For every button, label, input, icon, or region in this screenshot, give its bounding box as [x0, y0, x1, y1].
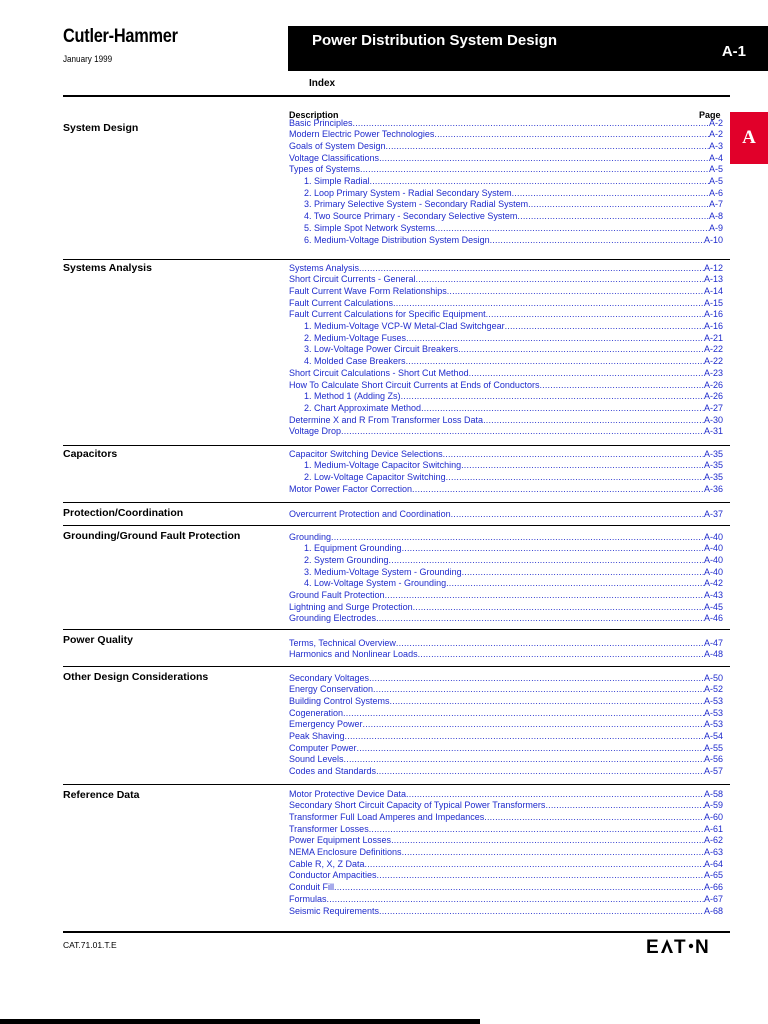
dot-leader — [418, 649, 704, 660]
toc-entry-title: Systems Analysis — [289, 262, 360, 273]
dot-leader — [379, 906, 704, 917]
toc-entry[interactable] — [289, 601, 723, 613]
toc-entry[interactable] — [289, 285, 723, 297]
toc-entry-title: Secondary Short Circuit Capacity of Typical Power Transformers — [289, 800, 546, 811]
toc-entry[interactable] — [304, 542, 723, 554]
dot-leader — [484, 812, 704, 823]
toc-entry-title: Grounding — [289, 531, 332, 542]
toc-entry-page: A-16 — [703, 309, 723, 320]
dot-leader — [343, 708, 704, 719]
toc-entry[interactable] — [304, 355, 723, 367]
toc-entry-title: Overcurrent Protection and Coordination — [289, 508, 451, 519]
section-label: Systems Analysis — [63, 262, 152, 274]
toc-entry-title: Short Circuit Calculations - Short Cut Method — [289, 367, 469, 378]
svg-text:N: N — [695, 937, 710, 958]
toc-entry-page: A-21 — [703, 332, 723, 343]
toc-entry-title: Transformer Losses — [289, 823, 369, 834]
dot-leader — [401, 391, 704, 402]
dot-leader — [434, 129, 709, 140]
page-number: A-1 — [721, 43, 746, 60]
dot-leader — [505, 321, 704, 332]
toc-entry-page: A-40 — [703, 554, 723, 565]
toc-entry-page: A-48 — [703, 649, 723, 660]
toc-entry-title: Voltage Classifications — [289, 152, 380, 163]
toc-entry-title: Motor Protective Device Data — [289, 788, 407, 799]
toc-entry-page: A-35 — [703, 448, 723, 459]
dot-leader — [363, 719, 704, 730]
section-divider — [63, 629, 730, 630]
dot-leader — [461, 460, 704, 471]
dot-leader — [360, 164, 709, 175]
toc-entry-title: Cogeneration — [289, 707, 344, 718]
toc-entry-title: Power Equipment Losses — [289, 835, 392, 846]
index-subtitle: Index — [309, 78, 336, 89]
toc-entry[interactable] — [289, 811, 723, 823]
dot-leader — [376, 766, 704, 777]
toc-entry-page: A-5 — [708, 164, 723, 175]
toc-entry-page: A-37 — [703, 508, 723, 519]
dot-leader — [512, 188, 709, 199]
toc-entry-page: A-30 — [703, 414, 723, 425]
toc-entry-title: 1. Medium-Voltage Capacitor Switching — [304, 460, 462, 471]
toc-entry-title: Lightning and Surge Protection — [289, 601, 413, 612]
toc-entry[interactable] — [304, 390, 723, 402]
toc-entry-title: Harmonics and Nonlinear Loads — [289, 649, 418, 660]
toc-entry-page: A-35 — [703, 471, 723, 482]
toc-entry[interactable] — [289, 823, 723, 835]
dot-leader — [451, 509, 704, 520]
toc-entry[interactable] — [289, 414, 723, 426]
dot-leader — [327, 894, 704, 905]
toc-entry-page: A-64 — [703, 858, 723, 869]
toc-entry-title: 5. Simple Spot Network Systems — [304, 222, 436, 233]
dot-leader — [402, 543, 704, 554]
section-tab[interactable]: A — [730, 112, 768, 164]
toc-entry-page: A-23 — [703, 367, 723, 378]
toc-entry[interactable] — [289, 695, 723, 707]
dot-leader — [331, 532, 704, 543]
dot-leader — [385, 590, 704, 601]
toc-entry[interactable] — [289, 753, 723, 765]
section-divider — [63, 784, 730, 785]
toc-entry[interactable] — [289, 448, 723, 460]
toc-entry-page: A-40 — [703, 566, 723, 577]
toc-entry-title: 1. Medium-Voltage VCP-W Metal-Clad Switchgear — [304, 321, 505, 331]
toc-entry-title: Seismic Requirements — [289, 905, 380, 916]
dot-leader — [341, 426, 704, 437]
toc-entry-title: Emergency Power — [289, 719, 363, 730]
dot-leader — [376, 613, 704, 624]
toc-entry-title: 1. Method 1 (Adding Zs) — [304, 391, 401, 402]
toc-entry[interactable] — [304, 566, 723, 578]
toc-entry-page: A-2 — [708, 117, 723, 128]
toc-entry[interactable] — [289, 117, 723, 129]
toc-entry[interactable] — [304, 577, 723, 589]
dot-leader — [369, 824, 704, 835]
dot-leader — [406, 356, 704, 367]
dot-leader — [379, 153, 709, 164]
dot-leader — [416, 274, 704, 285]
toc-entry[interactable] — [289, 297, 723, 309]
toc-entry-title: 1. Equipment Grounding — [304, 543, 402, 554]
page-column-header: Page — [699, 110, 721, 120]
dot-leader — [446, 578, 704, 589]
toc-entry-title: Formulas — [289, 893, 327, 904]
toc-entry-title: Modern Electric Power Technologies — [289, 129, 435, 140]
toc-entry-title: 4. Molded Case Breakers — [304, 356, 406, 367]
toc-entry-title: Basic Principles — [289, 117, 353, 128]
section-divider — [63, 525, 730, 526]
toc-entry-page: A-45 — [703, 601, 723, 612]
toc-entry-page: A-42 — [703, 578, 723, 589]
toc-entry-page: A-8 — [708, 211, 723, 222]
dot-leader — [539, 380, 704, 391]
toc-entry[interactable] — [304, 210, 723, 222]
toc-entry-page: A-36 — [703, 483, 723, 494]
toc-entry-page: A-59 — [703, 800, 723, 811]
toc-entry-title: Sound Levels — [289, 754, 344, 765]
toc-entry-title: Terms, Technical Overview — [289, 637, 396, 648]
dot-leader — [393, 298, 704, 309]
toc-entry[interactable] — [289, 683, 723, 695]
toc-entry-title: Voltage Drop — [289, 426, 342, 437]
toc-entry-page: A-67 — [703, 893, 723, 904]
section-divider — [63, 445, 730, 446]
dot-leader — [413, 602, 704, 613]
toc-entry-page: A-58 — [703, 788, 723, 799]
dot-leader — [486, 309, 704, 320]
toc-entry[interactable] — [304, 234, 723, 246]
toc-entry-title: Capacitor Switching Device Selections — [289, 448, 443, 459]
toc-entry[interactable] — [289, 262, 723, 274]
dot-leader — [402, 847, 704, 858]
section-label: Power Quality — [63, 634, 134, 646]
toc-entry-title: Types of Systems — [289, 164, 361, 175]
toc-entry-title: Fault Current Wave Form Relationships — [289, 285, 447, 296]
section-divider — [63, 666, 730, 667]
section-divider — [63, 502, 730, 503]
toc-entry-page: A-12 — [703, 262, 723, 273]
toc-entry[interactable] — [304, 471, 723, 483]
toc-entry[interactable] — [289, 379, 723, 391]
document-title: Power Distribution System Design — [312, 32, 558, 49]
toc-entry-page: A-16 — [703, 321, 723, 331]
toc-entry-title: 3. Low-Voltage Power Circuit Breakers — [304, 344, 459, 355]
title-bar — [288, 26, 768, 71]
toc-entry-page: A-43 — [703, 590, 723, 600]
dot-leader — [396, 638, 704, 649]
toc-entry[interactable] — [304, 222, 723, 234]
toc-entry[interactable] — [304, 320, 723, 332]
toc-entry-title: Codes and Standards — [289, 766, 377, 777]
toc-entry-page: A-40 — [703, 543, 723, 554]
header-rule — [63, 95, 730, 97]
toc-entry-page: A-63 — [703, 847, 723, 857]
bottom-bar — [0, 1019, 480, 1024]
eaton-logo-mark — [646, 936, 730, 958]
svg-text:E: E — [646, 937, 660, 958]
toc-entry-page: A-55 — [703, 742, 723, 753]
dot-leader — [377, 870, 704, 881]
toc-entry-title: 3. Primary Selective System - Secondary Radial System — [304, 199, 529, 210]
description-column-header: Description — [289, 110, 339, 120]
toc-entry[interactable] — [304, 554, 723, 566]
toc-entry[interactable] — [289, 152, 723, 164]
toc-entry-title: Transformer Full Load Amperes and Impedances — [289, 811, 485, 822]
toc-entry[interactable] — [289, 788, 723, 800]
eaton-logo — [646, 936, 730, 963]
toc-entry[interactable] — [289, 730, 723, 742]
toc-entry[interactable] — [289, 140, 723, 152]
toc-entry-title: 2. System Grounding — [304, 554, 389, 565]
toc-entry-page: A-26 — [703, 391, 723, 402]
dot-leader — [365, 859, 704, 870]
toc-entry[interactable] — [289, 612, 723, 624]
dot-leader — [345, 731, 704, 742]
toc-entry-title: 4. Low-Voltage System - Grounding — [304, 578, 447, 589]
toc-entry-title: Building Control Systems — [289, 695, 390, 706]
toc-entry-page: A-35 — [703, 460, 723, 471]
section-label: Protection/Coordination — [63, 507, 184, 519]
toc-entry-page: A-52 — [703, 684, 723, 695]
toc-entry-title: Ground Fault Protection — [289, 590, 385, 600]
dot-leader — [406, 333, 704, 344]
toc-entry[interactable] — [289, 672, 723, 684]
toc-entry[interactable] — [289, 765, 723, 777]
toc-entry[interactable] — [289, 508, 723, 520]
toc-entry-page: A-14 — [703, 285, 723, 296]
toc-entry-title: Peak Shaving — [289, 731, 345, 741]
toc-entry-title: Energy Conservation — [289, 684, 374, 695]
dot-leader — [412, 484, 704, 495]
toc-entry-title: How To Calculate Short Circuit Currents at Ends of Conductors — [289, 379, 540, 390]
toc-entry-title: Short Circuit Currents - General — [289, 274, 416, 285]
toc-entry-title: Motor Power Factor Correction — [289, 483, 413, 494]
toc-entry[interactable] — [304, 332, 723, 344]
dot-leader — [483, 415, 704, 426]
dot-leader — [528, 199, 709, 210]
dot-leader — [435, 223, 709, 234]
toc-entry-title: 2. Chart Approximate Method — [304, 402, 422, 413]
toc-entry-title: 3. Medium-Voltage System - Grounding — [304, 566, 462, 577]
dot-leader — [517, 211, 709, 222]
toc-entry-page: A-53 — [703, 707, 723, 718]
toc-entry-page: A-27 — [703, 402, 723, 413]
toc-entry[interactable] — [289, 163, 723, 175]
toc-entry-page: A-53 — [703, 695, 723, 706]
toc-entry[interactable] — [289, 893, 723, 905]
dot-leader — [357, 743, 704, 754]
toc-entry-title: Grounding Electrodes — [289, 613, 377, 624]
dot-leader — [391, 835, 704, 846]
toc-entry-page: A-68 — [703, 905, 723, 916]
toc-entry-page: A-2 — [708, 129, 723, 140]
toc-entry-page: A-22 — [703, 344, 723, 355]
toc-entry-page: A-56 — [703, 754, 723, 765]
toc-entry-page: A-61 — [703, 823, 723, 834]
dot-leader — [447, 286, 704, 297]
toc-entry[interactable] — [289, 881, 723, 893]
toc-entry-page: A-54 — [703, 731, 723, 741]
dot-leader — [353, 118, 709, 129]
toc-entry[interactable] — [304, 187, 723, 199]
toc-entry-title: 4. Two Source Primary - Secondary Selective System — [304, 211, 518, 222]
dot-leader — [386, 141, 709, 152]
toc-entry-title: Computer Power — [289, 742, 357, 753]
section-label: Capacitors — [63, 448, 118, 460]
toc-entry-page: A-5 — [708, 176, 723, 186]
dot-leader — [344, 754, 704, 765]
toc-entry[interactable] — [289, 905, 723, 917]
toc-entry-page: A-9 — [708, 222, 723, 233]
toc-entry-page: A-4 — [708, 152, 723, 163]
brand-name: Cutler-Hammer — [63, 26, 178, 47]
dot-leader — [359, 263, 704, 274]
dot-leader — [443, 449, 704, 460]
section-label: Reference Data — [63, 789, 140, 801]
toc-entry[interactable] — [289, 128, 723, 140]
svg-text:T: T — [674, 937, 687, 958]
toc-entry[interactable] — [289, 858, 723, 870]
section-label: System Design — [63, 122, 139, 134]
toc-entry-page: A-57 — [703, 766, 723, 777]
toc-entry[interactable] — [289, 273, 723, 285]
toc-entry-title: 2. Medium-Voltage Fuses — [304, 332, 407, 343]
toc-entry-title: Fault Current Calculations — [289, 297, 394, 308]
toc-entry-title: Secondary Voltages — [289, 672, 370, 683]
toc-entry[interactable] — [304, 459, 723, 471]
toc-entry-page: A-6 — [708, 187, 723, 198]
toc-entry-page: A-50 — [703, 672, 723, 683]
toc-entry[interactable] — [289, 308, 723, 320]
toc-entry[interactable] — [289, 637, 723, 649]
toc-entry[interactable] — [289, 799, 723, 811]
toc-entry-page: A-53 — [703, 719, 723, 730]
toc-entry[interactable] — [304, 343, 723, 355]
toc-entry[interactable] — [289, 425, 723, 437]
toc-entry-title: 1. Simple Radial — [304, 176, 370, 186]
dot-leader — [446, 472, 704, 483]
toc-entry-title: Conductor Ampacities — [289, 870, 377, 881]
toc-entry[interactable] — [289, 648, 723, 660]
toc-entry[interactable] — [289, 742, 723, 754]
toc-entry[interactable] — [304, 175, 723, 187]
dot-leader — [469, 368, 704, 379]
catalog-code: CAT.71.01.T.E — [63, 940, 117, 950]
toc-entry-page: A-65 — [703, 870, 723, 881]
dot-leader — [334, 882, 704, 893]
toc-entry-page: A-47 — [703, 637, 723, 648]
dot-leader — [490, 235, 704, 246]
dot-leader — [370, 176, 709, 187]
section-label: Other Design Considerations — [63, 671, 209, 683]
dot-leader — [421, 403, 704, 414]
toc-entry-page: A-62 — [703, 835, 723, 846]
toc-entry[interactable] — [289, 589, 723, 601]
footer-rule — [63, 931, 730, 933]
toc-entry[interactable] — [289, 707, 723, 719]
toc-entry-page: A-26 — [703, 379, 723, 390]
toc-entry[interactable] — [304, 402, 723, 414]
dot-leader — [458, 344, 704, 355]
toc-entry[interactable] — [289, 834, 723, 846]
section-divider — [63, 259, 730, 260]
toc-entry[interactable] — [289, 483, 723, 495]
toc-entry-title: 6. Medium-Voltage Distribution System Design — [304, 234, 490, 245]
toc-entry[interactable] — [304, 198, 723, 210]
toc-entry-title: Cable R, X, Z Data — [289, 858, 365, 869]
toc-entry[interactable] — [289, 531, 723, 543]
toc-entry-title: Determine X and R From Transformer Loss Data — [289, 414, 484, 425]
toc-entry[interactable] — [289, 367, 723, 379]
dot-leader — [389, 555, 704, 566]
dot-leader — [462, 567, 704, 578]
toc-entry[interactable] — [289, 869, 723, 881]
toc-entry-title: 2. Loop Primary System - Radial Secondary System — [304, 187, 512, 198]
dot-leader — [545, 800, 704, 811]
dot-leader — [369, 673, 704, 684]
toc-entry-title: Fault Current Calculations for Specific Equipment — [289, 309, 486, 320]
toc-entry-page: A-40 — [703, 531, 723, 542]
toc-entry-page: A-13 — [703, 274, 723, 285]
toc-entry-page: A-10 — [703, 234, 723, 245]
toc-entry-title: Goals of System Design — [289, 140, 386, 151]
toc-entry-title: NEMA Enclosure Definitions — [289, 847, 402, 857]
toc-entry-page: A-60 — [703, 811, 723, 822]
toc-entry-title: Conduit Fill — [289, 882, 335, 893]
publication-date: January 1999 — [63, 54, 113, 64]
dot-leader — [406, 789, 704, 800]
dot-leader — [373, 684, 704, 695]
section-label: Grounding/Ground Fault Protection — [63, 530, 241, 542]
toc-entry-page: A-46 — [703, 613, 723, 624]
toc-entry-page: A-22 — [703, 356, 723, 367]
toc-entry-page: A-15 — [703, 297, 723, 308]
toc-entry-page: A-31 — [703, 426, 723, 437]
toc-entry[interactable] — [289, 846, 723, 858]
toc-entry-title: 2. Low-Voltage Capacitor Switching — [304, 471, 446, 482]
toc-entry-page: A-7 — [708, 199, 723, 210]
dot-leader — [390, 696, 704, 707]
toc-entry[interactable] — [289, 718, 723, 730]
toc-entry-page: A-66 — [703, 882, 723, 893]
toc-entry-page: A-3 — [708, 140, 723, 151]
